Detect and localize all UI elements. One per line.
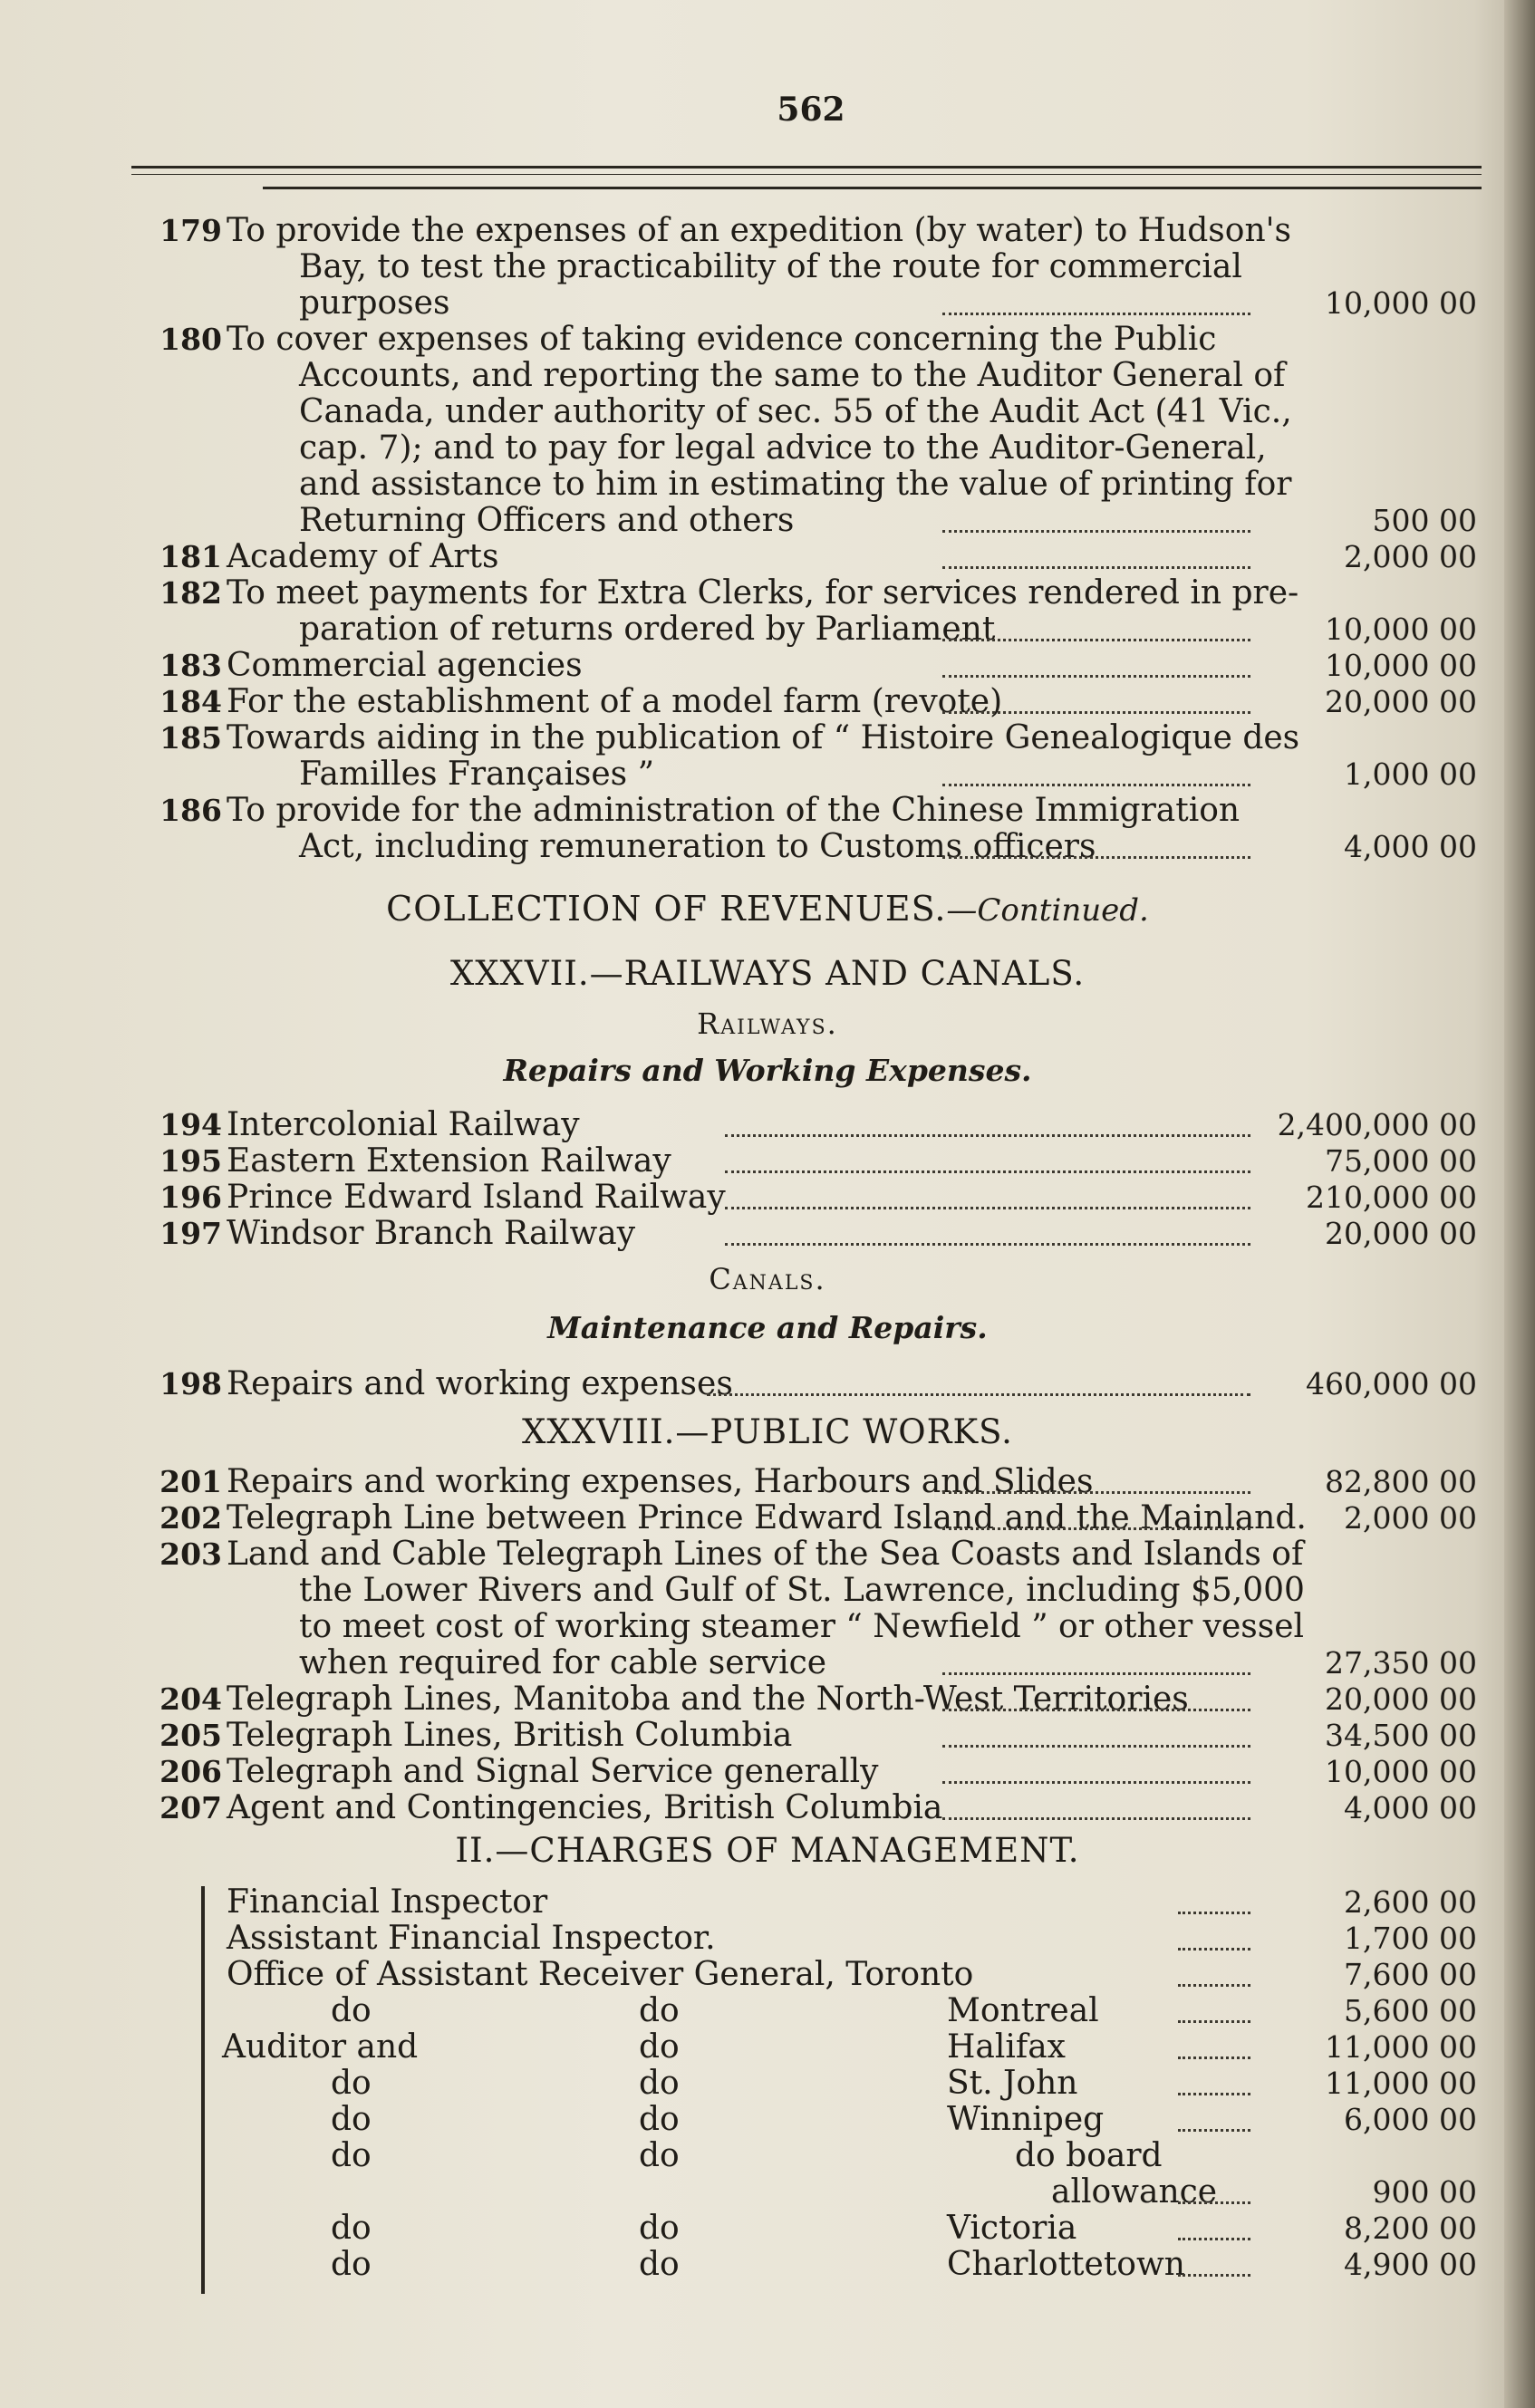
leader-dots: [942, 675, 1250, 678]
subheading-railways: Railways.: [697, 1007, 838, 1041]
item-amount: 34,500 00: [1325, 1718, 1477, 1753]
item-number: 197: [159, 1216, 222, 1251]
subheading-repairs-working-expenses: Repairs and Working Expenses.: [503, 1053, 1032, 1088]
item-amount: 460,000 00: [1306, 1366, 1477, 1401]
charges-amount: 5,600 00: [1344, 1993, 1477, 2028]
charges-city: St. John: [947, 2065, 1078, 2102]
item-text: Prince Edward Island Railway: [227, 1179, 726, 1216]
leader-dots: [1178, 2056, 1250, 2059]
item-entry: [0, 684, 1535, 720]
charges-row: [0, 2247, 1535, 2283]
item-text: Eastern Extension Railway: [227, 1142, 671, 1180]
charges-amount: 2,600 00: [1344, 1884, 1477, 1920]
item-amount: 2,000 00: [1344, 539, 1477, 574]
item-text-line: Agent and Contingencies, British Columbia: [227, 1789, 943, 1826]
charges-ditto: do: [639, 2065, 680, 2102]
charges-row: [0, 2211, 1535, 2247]
item-number: 203: [159, 1536, 222, 1572]
charges-amount: 1,700 00: [1344, 1921, 1477, 1956]
charges-row: [0, 2029, 1535, 2066]
item-text-line: To cover expenses of taking evidence concerning the Public: [227, 321, 1217, 358]
item-text-line: Returning Officers and others: [299, 502, 795, 539]
leader-dots: [1178, 2201, 1250, 2204]
item-number: 183: [159, 648, 222, 683]
charges-amount: 6,000 00: [1344, 2102, 1477, 2137]
item-text-line: paration of returns ordered by Parliament: [299, 611, 996, 648]
item-number: 201: [159, 1464, 222, 1499]
item-text-line: Telegraph and Signal Service generally: [227, 1753, 879, 1790]
charges-office: Financial Inspector: [227, 1883, 548, 1921]
page-number: 562: [777, 91, 845, 129]
item-text-line: the Lower Rivers and Gulf of St. Lawrence, including $5,000: [299, 1572, 1305, 1609]
charges-row: [0, 2102, 1535, 2138]
item-amount: 210,000 00: [1306, 1180, 1477, 1215]
item-entry: [0, 539, 1535, 575]
item-text-line: For the establishment of a model farm (revote): [227, 683, 1003, 720]
header-rule: [131, 166, 1482, 169]
charges-ditto: do: [639, 2246, 680, 2283]
item-amount: 10,000 00: [1325, 285, 1477, 321]
item-entry: [0, 648, 1535, 684]
heading-collection-text: COLLECTION OF REVENUES.: [386, 889, 947, 929]
item-entry: [0, 1790, 1535, 1826]
item-entry: [0, 322, 1535, 539]
item-text-line: to meet cost of working steamer “ Newfield ” or other vessel: [299, 1608, 1305, 1645]
leader-dots: [725, 1207, 1250, 1209]
item-number: 194: [159, 1107, 222, 1142]
item-text-line: Telegraph Lines, British Columbia: [227, 1717, 793, 1754]
leader-dots: [1178, 1984, 1250, 1987]
item-number: 179: [159, 213, 222, 248]
item-text-line: Accounts, and reporting the same to the Auditor General of: [299, 357, 1286, 394]
leader-dots: [942, 1672, 1250, 1675]
leader-dots: [942, 1527, 1250, 1530]
heading-charges-of-management: II.—CHARGES OF MANAGEMENT.: [455, 1831, 1080, 1870]
item-entry: [0, 1681, 1535, 1718]
item-number: 185: [159, 720, 222, 756]
item-text-line: Academy of Arts: [227, 538, 499, 575]
item-entry: [0, 1754, 1535, 1790]
leader-dots: [725, 1170, 1250, 1173]
item-number: 205: [159, 1718, 222, 1753]
item-text: Intercolonial Railway: [227, 1106, 580, 1143]
item-number: 195: [159, 1143, 222, 1179]
charges-amount: 4,900 00: [1344, 2247, 1477, 2282]
item-amount: 20,000 00: [1325, 1681, 1477, 1717]
leader-dots: [942, 711, 1250, 714]
item-text-line: purposes: [299, 284, 450, 322]
item-entry: [0, 1718, 1535, 1754]
charges-amount: 7,600 00: [1344, 1957, 1477, 1992]
charges-row: [0, 1993, 1535, 2029]
item-number: 206: [159, 1754, 222, 1789]
item-number: 180: [159, 322, 222, 357]
item-amount: 2,000 00: [1344, 1500, 1477, 1536]
charges-amount: 8,200 00: [1344, 2211, 1477, 2246]
item-text-line: To provide the expenses of an expedition (by water) to Hudson's: [227, 212, 1292, 249]
leader-dots: [942, 856, 1250, 859]
item-text-line: Familles Françaises ”: [299, 756, 654, 793]
leader-dots: [942, 1491, 1250, 1494]
item-number: 182: [159, 575, 222, 611]
leader-dots: [942, 313, 1250, 315]
charges-amount: 900 00: [1372, 2174, 1477, 2210]
item-text-line: Bay, to test the practicability of the route for commercial: [299, 248, 1242, 285]
leader-dots: [942, 1745, 1250, 1748]
charges-row: [0, 2138, 1535, 2211]
railway-item: [0, 1107, 1535, 1143]
item-amount: 75,000 00: [1325, 1143, 1477, 1179]
item-entry: [0, 213, 1535, 322]
leader-dots: [942, 530, 1250, 533]
header-rule-lower: [263, 187, 1482, 189]
charges-office: do: [331, 2101, 372, 2138]
item-text-line: Telegraph Line between Prince Edward Island and the Mainland.: [227, 1499, 1307, 1536]
charges-amount: 11,000 00: [1325, 2066, 1477, 2101]
charges-city: Montreal: [947, 1992, 1099, 2029]
item-amount: 4,000 00: [1344, 829, 1477, 864]
charges-row: [0, 2066, 1535, 2102]
charges-city: Halifax: [947, 2028, 1066, 2066]
charges-ditto: do: [639, 2028, 680, 2066]
leader-dots: [942, 1781, 1250, 1784]
item-text-line: To provide for the administration of the Chinese Immigration: [227, 792, 1241, 829]
leader-dots: [942, 1709, 1250, 1711]
subheading-maintenance-and-repairs: Maintenance and Repairs.: [547, 1310, 988, 1345]
heading-public-works: XXXVIII.—PUBLIC WORKS.: [522, 1412, 1013, 1451]
item-text-line: Repairs and working expenses, Harbours and Slides: [227, 1463, 1094, 1500]
charges-city: Victoria: [947, 2210, 1077, 2247]
leader-dots: [725, 1243, 1250, 1246]
leader-dots: [942, 1817, 1250, 1820]
item-amount: 1,000 00: [1344, 756, 1477, 792]
item-text-line: Commercial agencies: [227, 647, 583, 684]
charges-city-cont: allowance: [1051, 2173, 1218, 2211]
leader-dots: [1178, 2020, 1250, 2023]
charges-office: do: [331, 2246, 372, 2283]
charges-office: do: [331, 2210, 372, 2247]
charges-ditto: do: [639, 1992, 680, 2029]
item-number: 196: [159, 1180, 222, 1215]
item-text-line: Towards aiding in the publication of “ Histoire Genealogique des: [227, 719, 1300, 756]
item-text: Windsor Branch Railway: [227, 1215, 636, 1252]
item-amount: 20,000 00: [1325, 1216, 1477, 1251]
charges-office: Assistant Financial Inspector.: [227, 1920, 716, 1957]
item-entry: [0, 793, 1535, 865]
leader-dots: [1178, 2129, 1250, 2132]
item-entry: [0, 575, 1535, 648]
leader-dots: [942, 784, 1250, 786]
item-text-line: Telegraph Lines, Manitoba and the North-West Territories: [227, 1681, 1189, 1718]
heading-continued: —Continued.: [946, 892, 1149, 929]
item-amount: 500 00: [1372, 503, 1477, 538]
subheading-canals: Canals.: [709, 1262, 826, 1296]
heading-collection-of-revenues: [0, 888, 1535, 931]
leader-dots: [1178, 1948, 1250, 1950]
charges-amount: 11,000 00: [1325, 2029, 1477, 2065]
item-amount: 10,000 00: [1325, 648, 1477, 683]
item-amount: 10,000 00: [1325, 612, 1477, 647]
item-amount: 4,000 00: [1344, 1790, 1477, 1825]
item-text-line: and assistance to him in estimating the value of printing for: [299, 466, 1292, 503]
item-amount: 82,800 00: [1325, 1464, 1477, 1499]
railway-item: [0, 1180, 1535, 1216]
item-number: 181: [159, 539, 222, 574]
charges-office: do: [331, 2137, 372, 2174]
item-text-line: when required for cable service: [299, 1644, 827, 1681]
charges-row: [0, 1921, 1535, 1957]
heading-railways-and-canals: XXXVII.—RAILWAYS AND CANALS.: [449, 954, 1086, 993]
item-entry: [0, 1536, 1535, 1681]
leader-dots: [707, 1393, 1250, 1396]
item-number: 184: [159, 684, 222, 719]
item-number: 186: [159, 793, 222, 828]
item-amount: 27,350 00: [1325, 1645, 1477, 1681]
header-rule-thin: [131, 174, 1482, 175]
leader-dots: [1178, 1912, 1250, 1914]
item-text-line: Act, including remuneration to Customs officers: [299, 828, 1096, 865]
charges-city: Charlottetown: [947, 2246, 1185, 2283]
item-text-line: Land and Cable Telegraph Lines of the Sea Coasts and Islands of: [227, 1536, 1304, 1573]
charges-office: do: [331, 1992, 372, 2029]
item-number: 198: [159, 1366, 222, 1401]
leader-dots: [1178, 2093, 1250, 2095]
item-amount: 20,000 00: [1325, 684, 1477, 719]
charges-ditto: do: [639, 2210, 680, 2247]
item-number: 202: [159, 1500, 222, 1536]
item-entry: [0, 1464, 1535, 1500]
leader-dots: [1178, 2238, 1250, 2240]
charges-office: do: [331, 2065, 372, 2102]
charges-office: Office of Assistant Receiver General, Toronto: [227, 1956, 974, 1993]
leader-dots: [1178, 2274, 1250, 2277]
leader-dots: [942, 639, 1250, 641]
item-text: Repairs and working expenses: [227, 1365, 733, 1402]
charges-row: [0, 1957, 1535, 1993]
railway-item: [0, 1216, 1535, 1252]
railway-item: [0, 1143, 1535, 1180]
charges-city: do board: [1015, 2137, 1163, 2174]
item-text-line: cap. 7); and to pay for legal advice to the Auditor-General,: [299, 429, 1267, 467]
item-text-line: To meet payments for Extra Clerks, for services rendered in pre-: [227, 574, 1299, 612]
leader-dots: [942, 566, 1250, 569]
item-amount: 2,400,000 00: [1277, 1107, 1477, 1142]
item-number: 207: [159, 1790, 222, 1825]
charges-row: [0, 1884, 1535, 1921]
charges-ditto: do: [639, 2101, 680, 2138]
charges-city: Winnipeg: [947, 2101, 1105, 2138]
item-198: [0, 1366, 1535, 1402]
item-entry: [0, 720, 1535, 793]
leader-dots: [725, 1134, 1250, 1137]
item-number: 204: [159, 1681, 222, 1717]
item-amount: 10,000 00: [1325, 1754, 1477, 1789]
item-text-line: Canada, under authority of sec. 55 of the Audit Act (41 Vic.,: [299, 393, 1292, 430]
charges-office: Auditor and: [222, 2028, 419, 2066]
item-entry: [0, 1500, 1535, 1536]
charges-ditto: do: [639, 2137, 680, 2174]
